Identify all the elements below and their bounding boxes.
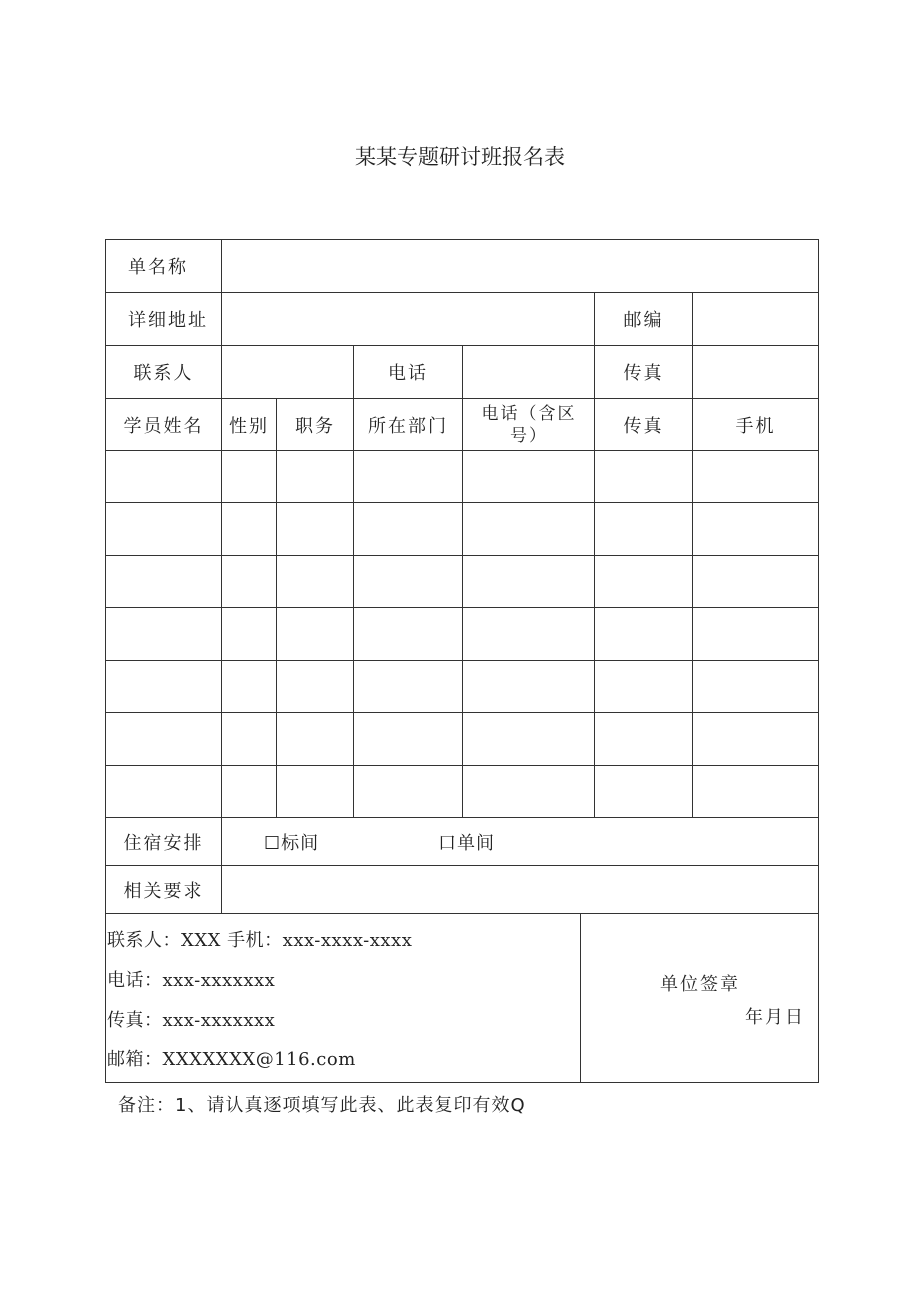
student-cell[interactable]	[595, 556, 692, 607]
table-border	[692, 345, 693, 399]
postcode-field[interactable]	[693, 293, 818, 345]
student-cell[interactable]	[463, 608, 594, 660]
student-cell[interactable]	[106, 713, 221, 765]
student-cell[interactable]	[106, 608, 221, 660]
student-cell[interactable]	[463, 556, 594, 607]
student-cell[interactable]	[463, 503, 594, 555]
student-cell[interactable]	[277, 503, 353, 555]
label-fax: 传真	[623, 363, 664, 384]
table-border	[353, 398, 354, 818]
label-unit-name: 单名称	[128, 257, 188, 278]
student-cell[interactable]	[222, 503, 276, 555]
table-border	[594, 292, 595, 346]
option-single-room[interactable]: 口单间	[438, 832, 495, 854]
student-cell[interactable]	[106, 556, 221, 607]
student-cell[interactable]	[595, 713, 692, 765]
student-cell[interactable]	[693, 766, 818, 817]
label-phone: 电话	[388, 363, 428, 384]
student-cell[interactable]	[277, 608, 353, 660]
contact-field[interactable]	[222, 346, 353, 398]
student-cell[interactable]	[222, 661, 276, 712]
table-border	[818, 239, 819, 1083]
student-cell[interactable]	[277, 661, 353, 712]
table-border	[580, 913, 581, 1083]
student-cell[interactable]	[354, 766, 462, 817]
student-cell[interactable]	[277, 556, 353, 607]
fax-field[interactable]	[693, 346, 818, 398]
table-border	[105, 239, 106, 1083]
column-header: 所在部门	[368, 415, 448, 437]
student-cell[interactable]	[693, 713, 818, 765]
student-cell[interactable]	[354, 503, 462, 555]
student-cell[interactable]	[222, 451, 276, 502]
seal-label: 单位签章	[660, 974, 740, 995]
table-border	[221, 239, 222, 914]
student-cell[interactable]	[277, 713, 353, 765]
table-border	[276, 398, 277, 818]
student-cell[interactable]	[595, 608, 692, 660]
label-postcode: 邮编	[623, 310, 664, 331]
column-header: 学员姓名	[123, 415, 204, 437]
table-border	[105, 913, 819, 914]
label-requirements: 相关要求	[123, 880, 204, 902]
student-cell[interactable]	[595, 766, 692, 817]
phone-field[interactable]	[463, 346, 594, 398]
label-contact: 联系人	[133, 363, 194, 384]
table-border	[594, 345, 595, 399]
table-border	[105, 865, 819, 866]
student-cell[interactable]	[693, 451, 818, 502]
table-border	[462, 345, 463, 399]
column-header: 性别	[229, 415, 269, 437]
column-header: 传真	[623, 415, 664, 437]
unit-name-field[interactable]	[222, 240, 818, 292]
table-border	[692, 292, 693, 346]
student-cell[interactable]	[463, 713, 594, 765]
organizer-email: 邮箱：XXXXXXX@116.com	[107, 1049, 356, 1070]
student-cell[interactable]	[595, 503, 692, 555]
table-border	[105, 292, 819, 293]
student-cell[interactable]	[463, 451, 594, 502]
student-cell[interactable]	[277, 766, 353, 817]
column-header: 手机	[735, 415, 776, 437]
student-cell[interactable]	[595, 661, 692, 712]
option-standard-room[interactable]: ☐标间	[264, 832, 320, 854]
organizer-fax: 传真：xxx-xxxxxxx	[107, 1010, 276, 1031]
seal-date: 年月日	[745, 1007, 805, 1028]
table-border	[692, 398, 693, 818]
table-border	[105, 1082, 819, 1083]
column-header: 电话（含区号）	[481, 403, 577, 446]
label-accommodation: 住宿安排	[123, 832, 204, 854]
student-cell[interactable]	[222, 713, 276, 765]
student-cell[interactable]	[354, 661, 462, 712]
student-cell[interactable]	[222, 556, 276, 607]
table-border	[353, 345, 354, 399]
student-cell[interactable]	[222, 766, 276, 817]
address-field[interactable]	[222, 293, 594, 345]
table-border	[462, 398, 463, 818]
footnote: 备注：1、请认真逐项填写此表、此表复印有效Q	[118, 1095, 526, 1116]
student-cell[interactable]	[354, 713, 462, 765]
student-cell[interactable]	[106, 503, 221, 555]
table-border	[594, 398, 595, 818]
organizer-phone: 电话：xxx-xxxxxxx	[107, 970, 276, 991]
organizer-contact: 联系人：XXX 手机：xxx-xxxx-xxxx	[107, 930, 413, 951]
student-cell[interactable]	[693, 608, 818, 660]
student-cell[interactable]	[106, 766, 221, 817]
table-border	[105, 239, 819, 240]
label-address: 详细地址	[128, 310, 208, 331]
student-cell[interactable]	[277, 451, 353, 502]
form-title: 某某专题研讨班报名表	[355, 145, 565, 169]
student-cell[interactable]	[354, 608, 462, 660]
requirements-field[interactable]	[222, 866, 818, 913]
student-cell[interactable]	[106, 451, 221, 502]
student-cell[interactable]	[354, 556, 462, 607]
student-cell[interactable]	[463, 766, 594, 817]
student-cell[interactable]	[595, 451, 692, 502]
column-header: 职务	[295, 415, 335, 437]
student-cell[interactable]	[354, 451, 462, 502]
student-cell[interactable]	[222, 608, 276, 660]
student-cell[interactable]	[693, 556, 818, 607]
student-cell[interactable]	[693, 503, 818, 555]
student-cell[interactable]	[106, 661, 221, 712]
student-cell[interactable]	[463, 661, 594, 712]
student-cell[interactable]	[693, 661, 818, 712]
